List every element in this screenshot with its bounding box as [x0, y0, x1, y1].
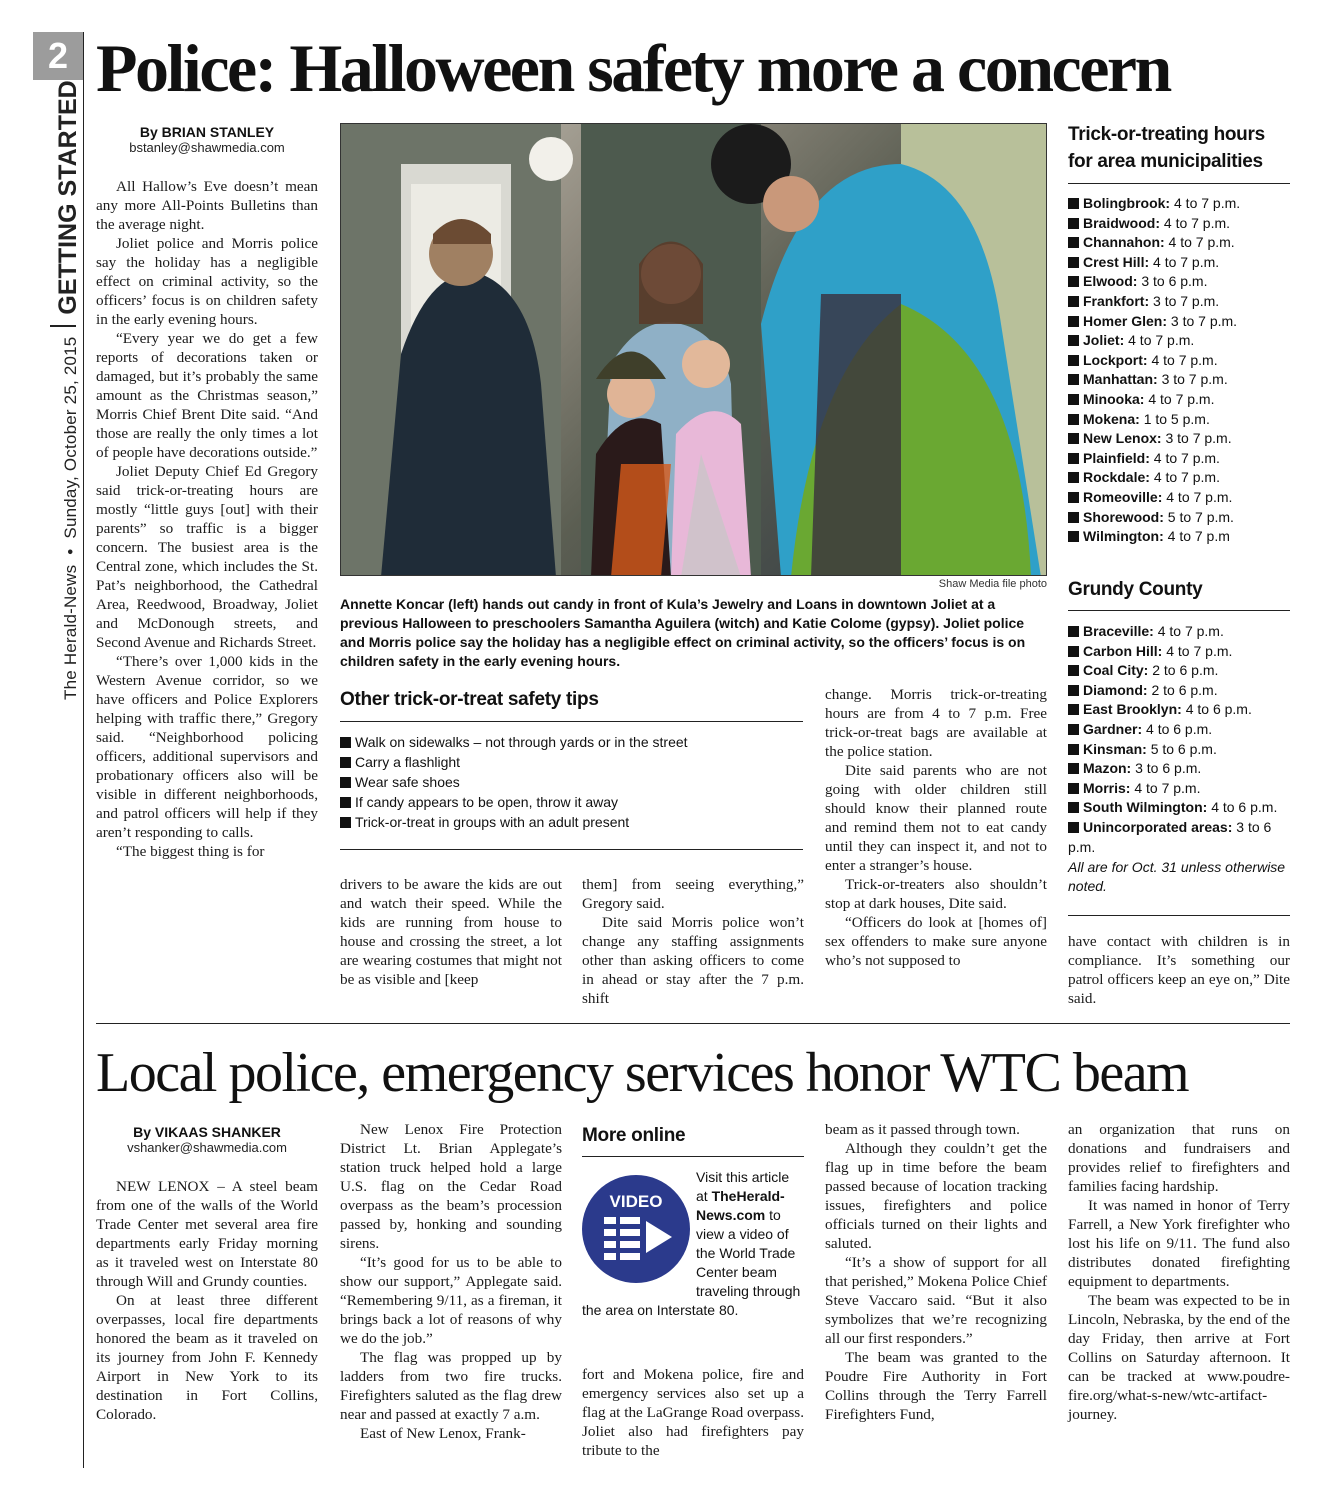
bullet-square-icon [1068, 492, 1079, 503]
hours-box [1068, 121, 1290, 175]
hours-place: Wilmington: [1083, 528, 1164, 545]
tips-list [340, 732, 803, 832]
bullet-square-icon [1068, 453, 1079, 464]
hours-item [1068, 331, 1290, 351]
tip-item [340, 812, 803, 832]
bullet-square-icon [1068, 218, 1079, 229]
hours-item [1068, 681, 1290, 701]
paragraph: Joliet police and Morris police say the holiday has a negligible effect on criminal activity, so the officers’ focus is on children safety in the early evening hours. [96, 235, 318, 328]
story1-byline: By BRIAN STANLEY [139, 124, 275, 140]
hours-place: Channahon: [1083, 234, 1165, 251]
photo-illustration [341, 124, 1047, 576]
paragraph: change. Morris trick-or-treating hours are from 4 to 7 p.m. Free trick-or-treat bags are available at the police station. [825, 686, 1047, 760]
hours-item [1068, 779, 1290, 799]
bullet-square-icon [1068, 296, 1079, 307]
bullet-square-icon [1068, 355, 1079, 366]
hours-time: 3 to 7 p.m. [1165, 430, 1232, 447]
story2-headline: Local police, emergency services honor WTC beam [96, 1042, 1189, 1104]
more-online-pre: Visit this article at [696, 1169, 790, 1204]
hours-place: Mazon: [1083, 760, 1132, 777]
hours-time: 3 to 7 p.m. [1161, 371, 1228, 388]
hours-time: 4 to 7 p.m. [1151, 351, 1218, 368]
hours-time: 2 to 6 p.m. [1151, 681, 1218, 698]
paragraph: “Officers do look at [homes of] sex offenders to make sure anyone who’s not supposed to [825, 914, 1047, 969]
paragraph: fort and Mokena police, fire and emergency services also set up a flag at the LaGrange Road overpass. Joliet also had firefighters pay tribute to the [582, 1366, 804, 1459]
story2-column-5 [1068, 1120, 1290, 1424]
hours-list [1068, 194, 1290, 547]
bullet-square-icon [1068, 316, 1079, 327]
bullet-square-icon [1068, 665, 1079, 676]
hours-item [1068, 292, 1290, 312]
hours-item [1068, 429, 1290, 449]
hours-place: Shorewood: [1083, 508, 1164, 525]
hours-time: 4 to 7 p.m. [1166, 642, 1233, 659]
paragraph: East of New Lenox, Frank- [360, 1425, 526, 1442]
hours-item [1068, 720, 1290, 740]
hours-place: Romeoville: [1083, 488, 1163, 505]
hours-rule [1068, 183, 1290, 184]
hours-item [1068, 370, 1290, 390]
tips-title: Other trick-or-treat safety tips [340, 689, 599, 710]
hours-item [1068, 194, 1290, 214]
hours-item [1068, 508, 1290, 528]
hours-place: Bolingbrook: [1083, 195, 1171, 211]
hours-place: Frankfort: [1083, 292, 1150, 309]
hours-time: 4 to 7 p.m. [1128, 332, 1195, 349]
bullet-square-icon [1068, 822, 1079, 833]
hours-title: Trick-or-treating hours for area municipalities [1068, 124, 1265, 172]
hours-item [1068, 390, 1290, 410]
paragraph: Although they couldn’t get the flag up in time before the beam passed because of location tracking issues, firefighters and police officials turned on their lights and saluted. [825, 1140, 1047, 1252]
bullet-square-icon [340, 777, 351, 788]
hours-item [1068, 272, 1290, 292]
halloween-photo [340, 123, 1047, 576]
hours-item [1068, 351, 1290, 371]
hours-item [1068, 759, 1290, 779]
grundy-note: All are for Oct. 31 unless otherwise noted. [1068, 859, 1286, 894]
bullet-square-icon [1068, 802, 1079, 813]
bullet-square-icon [1068, 685, 1079, 696]
hours-place: Morris: [1083, 779, 1131, 796]
grundy-rule [1068, 610, 1290, 611]
video-icon-label: VIDEO [609, 1192, 663, 1211]
hours-item [1068, 488, 1290, 508]
story2-email[interactable]: vshanker@shawmedia.com [127, 1140, 287, 1155]
hours-item [1068, 740, 1290, 760]
more-online-rule [582, 1156, 804, 1157]
tips-rule-bottom [340, 849, 803, 850]
hours-item [1068, 527, 1290, 547]
hours-time: 4 to 7 p.m. [1168, 234, 1235, 251]
story2-column-2 [340, 1120, 562, 1443]
story1-headline: Police: Halloween safety more a concern [96, 30, 1170, 106]
hours-time: 4 to 6 p.m. [1185, 701, 1252, 718]
hours-place: East Brooklyn: [1083, 701, 1182, 718]
story1-column-5 [1068, 932, 1290, 1008]
bullet-square-icon [1068, 433, 1079, 444]
bullet-square-icon [1068, 531, 1079, 542]
hours-item [1068, 214, 1290, 234]
tip-text: Carry a flashlight [355, 754, 461, 770]
paragraph: have contact with children is in compliance. It’s something our patrol officers keep an eye on,” Dite said. [1068, 933, 1290, 1007]
hours-time: 3 to 7 p.m. [1153, 292, 1220, 309]
hours-place: Unincorporated areas: [1083, 818, 1233, 835]
bullet-square-icon [1068, 626, 1079, 637]
hours-place: Manhattan: [1083, 371, 1158, 388]
hours-item [1068, 622, 1290, 642]
hours-time: 4 to 7 p.m. [1163, 214, 1231, 231]
hours-place: Crest Hill: [1083, 253, 1150, 270]
tip-item [340, 732, 803, 752]
paragraph: It was named in honor of Terry Farrell, a New York firefighter who lost his life on 9/11. The fund also distributes donated firefighting equipment to departments. [1068, 1197, 1290, 1290]
paragraph: Joliet Deputy Chief Ed Gregory said trick-or-treating hours are mostly “little guys [out] with their parents” so traffic is a bigger concern. The busiest area is the Central zone, which includes the St. Pat’s neighborhood, the Cathedral Area, Reedwood, Broadway, Joliet and McDonough streets, and Second Avenue and Richards Street. [96, 463, 318, 651]
paragraph: an organization that runs on donations and fundraisers and provides relief to firefighters and families facing hardship. [1068, 1121, 1290, 1195]
tip-item [340, 752, 803, 772]
story1-email[interactable]: bstanley@shawmedia.com [129, 140, 285, 155]
paragraph: “It’s good for us to be able to show our support,” Applegate said. “Remembering 9/11, as a fireman, it brings back a lot of reasons of why we do the job.” [340, 1254, 562, 1347]
hours-place: Coal City: [1083, 662, 1149, 679]
story1-column-2 [340, 875, 562, 989]
page-number: 2 [33, 32, 83, 80]
more-online-post: to view a video of the World Trade Center beam traveling through the area on Interstate 80. [582, 1207, 801, 1318]
hours-time: 4 to 6 p.m. [1211, 799, 1278, 816]
hours-time: 3 to 6 p.m. [1068, 818, 1272, 855]
hours-time: 1 to 5 p.m. [1143, 410, 1210, 427]
paragraph: The flag was propped up by ladders from two fire trucks. Firefighters saluted as the flag drew near and passed at exactly 7 a.m. [340, 1349, 562, 1423]
hours-item [1068, 233, 1290, 253]
bullet-square-icon [340, 817, 351, 828]
story2-column-3 [582, 1365, 804, 1460]
tips-rule-top [340, 721, 803, 722]
hours-place: Rockdale: [1083, 469, 1150, 486]
story1-column-4 [825, 685, 1047, 970]
story-separator [96, 1023, 1290, 1024]
hours-time: 4 to 7 p.m. [1157, 623, 1224, 639]
paragraph: “The biggest thing is for [116, 843, 265, 860]
grundy-rule-bottom [1068, 915, 1290, 916]
margin-rule [83, 32, 84, 1468]
bullet-square-icon [1068, 257, 1079, 268]
hours-time: 2 to 6 p.m. [1152, 662, 1219, 679]
hours-place: Elwood: [1083, 273, 1138, 290]
paragraph: Dite said parents who are not going with older children still should know their planned route and remind them not to eat candy until they can inspect it, and not to enter a stranger’s house. [825, 762, 1047, 874]
bullet-square-icon [1068, 472, 1079, 483]
paragraph: The beam was expected to be in Lincoln, Nebraska, by the end of the day Friday, then arrive at Fort Collins on Saturday afternoon. It can be tracked at www.poudre-fire.org/what-s-new/wtc-artifact-journey. [1068, 1292, 1290, 1423]
hours-place: Plainfield: [1083, 449, 1150, 466]
bullet-square-icon [1068, 763, 1079, 774]
hours-item [1068, 253, 1290, 273]
story1-byline-block [96, 124, 318, 155]
hours-item [1068, 700, 1290, 720]
photo-caption: Annette Koncar (left) hands out candy in front of Kula’s Jewelry and Loans in downtown Joliet at a previous Halloween to preschoolers Samantha Aguilera (witch) and Katie Colome (gypsy). Joliet police and Morris police say the holiday has a negligible effect on criminal activity, so the officers’ focus is on children safety in the early evening hours. [340, 596, 1026, 669]
paragraph: drivers to be aware the kids are out and watch their speed. While the kids are running from house to house and crossing the street, a lot are wearing costumes that might not be as visible and [keep [340, 876, 562, 988]
tip-text: Wear safe shoes [355, 774, 460, 790]
paragraph: “It’s a show of support for all that perished,” Mokena Police Chief Steve Vaccaro said. “But it also symbolizes that we’re recognizing all our first responders.” [825, 1254, 1047, 1347]
bullet-square-icon [1068, 414, 1079, 425]
hours-time: 4 to 7 p.m. [1174, 195, 1241, 211]
hours-place: Braceville: [1083, 623, 1154, 639]
tip-text: Trick-or-treat in groups with an adult present [355, 814, 630, 830]
hours-item [1068, 642, 1290, 662]
more-online-title: More online [582, 1125, 686, 1146]
bullet-square-icon [1068, 237, 1079, 248]
paragraph: All Hallow’s Eve doesn’t mean any more All-Points Bulletins than the average night. [96, 178, 318, 233]
folio-date: Sunday, October 25, 2015 [61, 336, 80, 539]
hours-time: 4 to 7 p.m. [1153, 253, 1220, 270]
hours-time: 4 to 7 p.m. [1148, 390, 1215, 407]
hours-place: Gardner: [1083, 720, 1143, 737]
hours-place: Lockport: [1083, 351, 1148, 368]
hours-place: Diamond: [1083, 681, 1148, 698]
hours-item [1068, 312, 1290, 332]
paragraph: Dite said Morris police won’t change any staffing assignments other than asking officers to come in ahead or stay after the 7 p.m. shift [582, 914, 804, 1007]
bullet-square-icon [1068, 704, 1079, 715]
hours-time: 5 to 7 p.m. [1167, 508, 1234, 525]
more-online-site-link[interactable]: TheHerald-News.com [696, 1188, 785, 1223]
story1-column-1 [96, 177, 318, 861]
bullet-square-icon [340, 757, 351, 768]
bullet-square-icon [1068, 198, 1079, 209]
grundy-title: Grundy County [1068, 579, 1203, 600]
paragraph: NEW LENOX – A steel beam from one of the walls of the World Trade Center met several area fire departments early Friday morning as it traveled west on Interstate 80 through Will and Grundy counties. [96, 1178, 318, 1290]
bullet-square-icon [1068, 783, 1079, 794]
bullet-square-icon [1068, 394, 1079, 405]
section-name: GETTING STARTED [54, 80, 82, 315]
hours-time: 4 to 7 p.m [1167, 528, 1230, 545]
paragraph: On at least three different overpasses, local fire departments honored the beam as it traveled on its journey from John F. Kennedy Airport in New York to its destination in Fort Collins, Colorado. [96, 1292, 318, 1423]
folio-separator: • [61, 548, 80, 555]
folio-divider [50, 325, 76, 327]
bullet-square-icon [1068, 744, 1079, 755]
hours-item [1068, 410, 1290, 430]
hours-time: 4 to 7 p.m. [1134, 779, 1201, 796]
tip-text: Walk on sidewalks – not through yards or in the street [355, 734, 688, 750]
hours-item [1068, 449, 1290, 469]
bullet-square-icon [1068, 276, 1079, 287]
hours-time: 3 to 7 p.m. [1170, 312, 1238, 329]
hours-place: Kinsman: [1083, 740, 1147, 757]
folio-paper: The Herald-News [61, 564, 80, 700]
story2-byline: By VIKAAS SHANKER [133, 1124, 281, 1140]
story1-column-3 [582, 875, 804, 1008]
hours-time: 4 to 7 p.m. [1153, 449, 1220, 466]
hours-time: 3 to 6 p.m. [1135, 760, 1202, 777]
hours-item [1068, 818, 1290, 857]
paragraph: The beam was granted to the Poudre Fire Authority in Fort Collins through the Terry Farrell Firefighters Fund, [825, 1349, 1047, 1423]
hours-time: 4 to 6 p.m. [1146, 720, 1213, 737]
hours-time: 3 to 6 p.m. [1141, 273, 1208, 290]
folio [50, 80, 83, 700]
paragraph: them] from seeing everything,” Gregory said. [582, 876, 804, 912]
hours-item [1068, 798, 1290, 818]
hours-place: Joliet: [1083, 332, 1125, 349]
bullet-square-icon [1068, 646, 1079, 657]
paragraph: “Every year we do get a few reports of decorations taken or damaged, but it’s probably the same amount as the Christmas season,” Morris Chief Brent Dite said. “And those are really the only times a lot of people have decorations outside.” [96, 330, 318, 461]
paragraph: “There’s over 1,000 kids in the Western Avenue corridor, so we have officers and Police Explorers helping with traffic there,” Gregory said. “Neighborhood policing officers, additional supervisors and probationary officers also will be visible in different neighborhoods, and patrol officers will help if they aren’t responding to calls. [96, 653, 318, 841]
paragraph: New Lenox Fire Protection District Lt. Brian Applegate’s station truck helped hold a large U.S. flag on the Cedar Road overpass as the beam’s procession passed by, honking and sounding sirens. [340, 1121, 562, 1252]
bullet-square-icon [340, 737, 351, 748]
paragraph: Trick-or-treaters also shouldn’t stop at dark houses, Dite said. [825, 876, 1047, 912]
hours-item [1068, 468, 1290, 488]
story2-column-4 [825, 1120, 1047, 1424]
bullet-square-icon [1068, 374, 1079, 385]
hours-place: New Lenox: [1083, 430, 1162, 447]
bullet-square-icon [1068, 724, 1079, 735]
bullet-square-icon [1068, 335, 1079, 346]
tip-item [340, 792, 803, 812]
hours-place: Mokena: [1083, 410, 1140, 427]
more-online-text [582, 1168, 804, 1320]
hours-place: Carbon Hill: [1083, 642, 1163, 659]
bullet-square-icon [340, 797, 351, 808]
hours-place: South Wilmington: [1083, 799, 1208, 816]
bullet-square-icon [1068, 512, 1079, 523]
hours-item [1068, 661, 1290, 681]
tip-text: If candy appears to be open, throw it away [355, 794, 619, 810]
story2-column-1 [96, 1177, 318, 1424]
video-icon-space [582, 1168, 696, 1286]
hours-time: 4 to 7 p.m. [1153, 469, 1220, 486]
hours-place: Minooka: [1083, 390, 1145, 407]
hours-time: 4 to 7 p.m. [1166, 488, 1233, 505]
photo-credit: Shaw Media file photo [938, 578, 1047, 590]
hours-place: Braidwood: [1083, 214, 1160, 231]
paragraph: beam as it passed through town. [825, 1121, 1020, 1138]
grundy-list [1068, 622, 1290, 857]
tip-item [340, 772, 803, 792]
hours-time: 5 to 6 p.m. [1150, 740, 1217, 757]
hours-place: Homer Glen: [1083, 312, 1168, 329]
story2-byline-block [96, 1124, 318, 1155]
